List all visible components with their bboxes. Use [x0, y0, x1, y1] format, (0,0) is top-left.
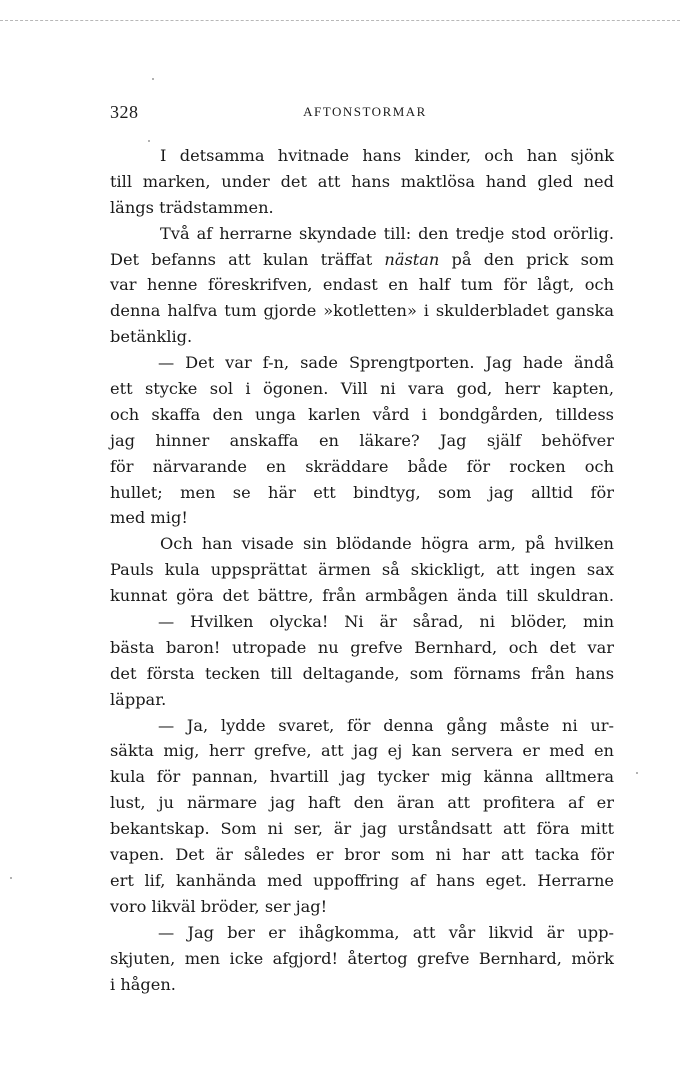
text-line: kunnat göra det bättre, från armbågen ända till skuldran.	[110, 586, 614, 606]
scan-edge-rule	[0, 20, 680, 21]
page-number: 328	[110, 102, 139, 122]
text-line: I detsamma hvitnade hans kinder, och han sjönk	[160, 146, 614, 165]
text-line: — Ja, lydde svaret, för denna gång måste ni ur-	[158, 715, 614, 735]
text-line: det första tecken till deltagande, som förnams från hans	[110, 663, 614, 683]
text-line: ert lif, kanhända med uppoffring af hans eget. Herrarne	[110, 870, 614, 890]
text-line: Det befanns att kulan träffat nästan på den prick som	[110, 249, 614, 269]
text-line: i hågen.	[110, 974, 176, 994]
text-line: till marken, under det att hans maktlösa hand gled ned	[110, 171, 614, 191]
text-line: betänklig.	[110, 327, 193, 347]
scan-speck	[10, 877, 12, 879]
text-line: för närvarande en skräddare både för rocken och	[110, 456, 614, 476]
scan-speck	[148, 140, 150, 142]
text-line: — Hvilken olycka! Ni är sårad, ni blöder, min	[158, 612, 614, 632]
body-text	[110, 143, 614, 997]
page-header	[110, 102, 610, 126]
scan-speck	[152, 78, 154, 80]
text-line: var henne föreskrifven, endast en half tum för lågt, och	[110, 275, 614, 295]
text-line: denna halfva tum gjorde »kotletten» i skulderbladet ganska	[110, 301, 614, 321]
text-line: vapen. Det är således er bror som ni har att tacka för	[110, 845, 614, 865]
text-line: Två af herrarne skyndade till: den tredje stod orörlig.	[160, 223, 614, 243]
text-line: ett stycke sol i ögonen. Vill ni vara god, herr kapten,	[110, 379, 614, 399]
text-line: lust, ju närmare jag haft den äran att profitera af er	[110, 793, 614, 813]
text-line: läppar.	[110, 689, 167, 709]
text-line: och skaffa den unga karlen vård i bondgården, tilldess	[110, 404, 614, 424]
emphasis-word: nästan	[384, 249, 440, 269]
running-title: AFTONSTORMAR	[303, 104, 427, 119]
scan-speck	[636, 772, 638, 774]
text-line: voro likväl bröder, ser jag!	[110, 896, 328, 916]
text-line: — Jag ber er ihågkomma, att vår likvid är upp-	[158, 922, 614, 942]
text-line: med mig!	[110, 508, 188, 528]
text-line: skjuten, men icke afgjord! återtog grefve Bernhard, mörk	[110, 948, 614, 968]
text-line: säkta mig, herr grefve, att jag ej kan servera er med en	[110, 741, 614, 761]
text-line: kula för pannan, hvartill jag tycker mig känna alltmera	[110, 767, 614, 787]
text-line: längs trädstammen.	[110, 197, 274, 217]
text-line: Pauls kula uppsprättat ärmen så skickligt, att ingen sax	[110, 560, 614, 580]
text-line: bästa baron! utropade nu grefve Bernhard, och det var	[110, 637, 614, 657]
text-line: Och han visade sin blödande högra arm, på hvilken	[160, 534, 614, 554]
text-line: — Det var f-n, sade Sprengtporten. Jag hade ändå	[158, 353, 614, 373]
text-line: hullet; men se här ett bindtyg, som jag alltid för	[110, 482, 614, 502]
text-line: jag hinner anskaffa en läkare? Jag själf behöfver	[110, 430, 614, 450]
text-line: bekantskap. Som ni ser, är jag urståndsatt att föra mitt	[110, 819, 614, 839]
